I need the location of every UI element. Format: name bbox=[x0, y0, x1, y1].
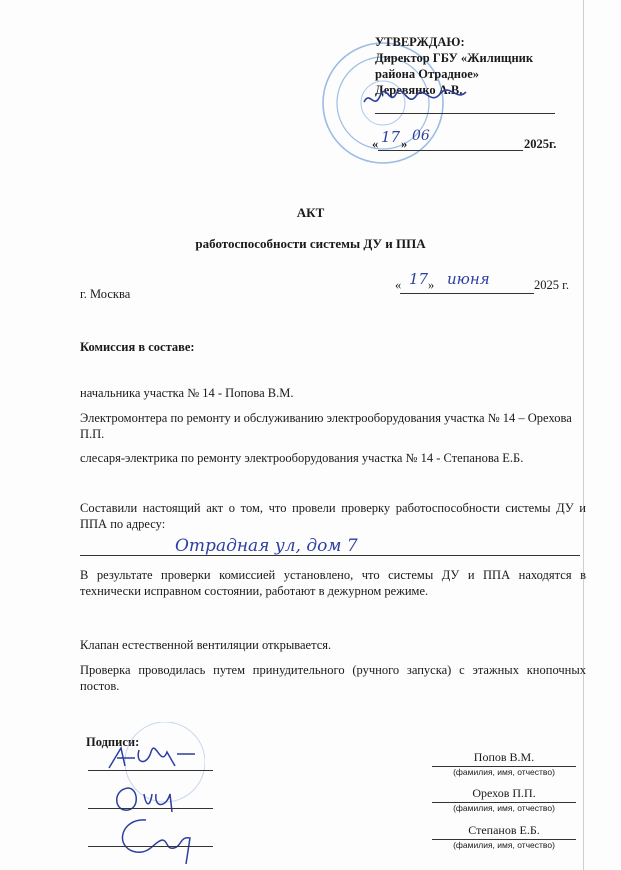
address-handwritten: Отрадная ул, дом 7 bbox=[175, 536, 358, 556]
signatory-2-name: Орехов П.П. bbox=[472, 786, 536, 800]
signature-orekhov bbox=[110, 782, 200, 816]
date-year: 2025 г. bbox=[534, 278, 569, 292]
signatory-1-caption: (фамилия, имя, отчество) bbox=[453, 767, 555, 777]
signature-line-3 bbox=[88, 846, 213, 847]
commission-heading: Комиссия в составе: bbox=[80, 340, 195, 354]
signatures-heading: Подписи: bbox=[86, 735, 140, 749]
approval-heading: УТВЕРЖДАЮ: bbox=[375, 35, 465, 49]
date-day: 17 bbox=[409, 270, 429, 288]
date-month: июня bbox=[447, 270, 490, 288]
signatory-1 bbox=[432, 750, 576, 777]
signature-line-2 bbox=[88, 808, 213, 809]
signatory-1-name: Попов В.М. bbox=[473, 750, 535, 764]
director-signature bbox=[360, 84, 470, 114]
approval-date-day: 17 bbox=[381, 128, 401, 146]
approval-director-name: Деревянко А.В. bbox=[375, 83, 463, 97]
signatory-3-caption: (фамилия, имя, отчество) bbox=[453, 840, 555, 850]
date-open: « bbox=[395, 278, 402, 292]
approval-date-year: 2025г. bbox=[524, 137, 557, 151]
method-paragraph: Проверка проводилась путем принудительного (ручного запуска) с этажных кнопочных постов. bbox=[80, 663, 586, 693]
city: г. Москва bbox=[80, 287, 131, 301]
signatory-2-caption: (фамилия, имя, отчество) bbox=[453, 803, 555, 813]
approval-date-open: « bbox=[372, 137, 379, 151]
approval-position-line1: Директор ГБУ «Жилищник bbox=[375, 51, 534, 65]
address-line bbox=[80, 555, 580, 556]
approval-date-line bbox=[378, 150, 523, 151]
approval-signature-line bbox=[375, 113, 555, 114]
intro-paragraph: Составили настоящий акт о том, что провели проверку работоспособности системы ДУ и ППА по адресу: bbox=[80, 501, 586, 531]
document-subtitle: работоспособности системы ДУ и ППА bbox=[195, 236, 426, 251]
signature-stepanov bbox=[110, 812, 210, 868]
approval-position-line2: района Отрадное» bbox=[375, 67, 480, 81]
date-close: » bbox=[428, 278, 435, 292]
signatory-3-name: Степанов Е.Б. bbox=[468, 823, 540, 837]
signatory-3 bbox=[432, 823, 576, 850]
document-title: АКТ bbox=[296, 205, 325, 220]
commission-member-1: начальника участка № 14 - Попова В.М. bbox=[80, 386, 294, 400]
result-paragraph: В результате проверки комиссией установлено, что системы ДУ и ППА находятся в технически исправном состоянии, работают в дежурном режиме. bbox=[80, 568, 586, 598]
signatory-2 bbox=[432, 786, 576, 813]
date-line bbox=[400, 293, 534, 294]
page-edge-line bbox=[583, 0, 584, 870]
commission-member-2: Электромонтера по ремонту и обслуживанию электрооборудования участка № 14 – Орехова П.П. bbox=[80, 411, 572, 441]
valve-paragraph: Клапан естественной вентиляции открывается. bbox=[80, 638, 332, 652]
approval-date-month: 06 bbox=[412, 128, 430, 144]
commission-member-3: слесаря-электрика по ремонту электрооборудования участка № 14 - Степанова Е.Б. bbox=[80, 451, 524, 465]
approval-date-close: » bbox=[401, 137, 408, 151]
signature-line-1 bbox=[88, 770, 213, 771]
